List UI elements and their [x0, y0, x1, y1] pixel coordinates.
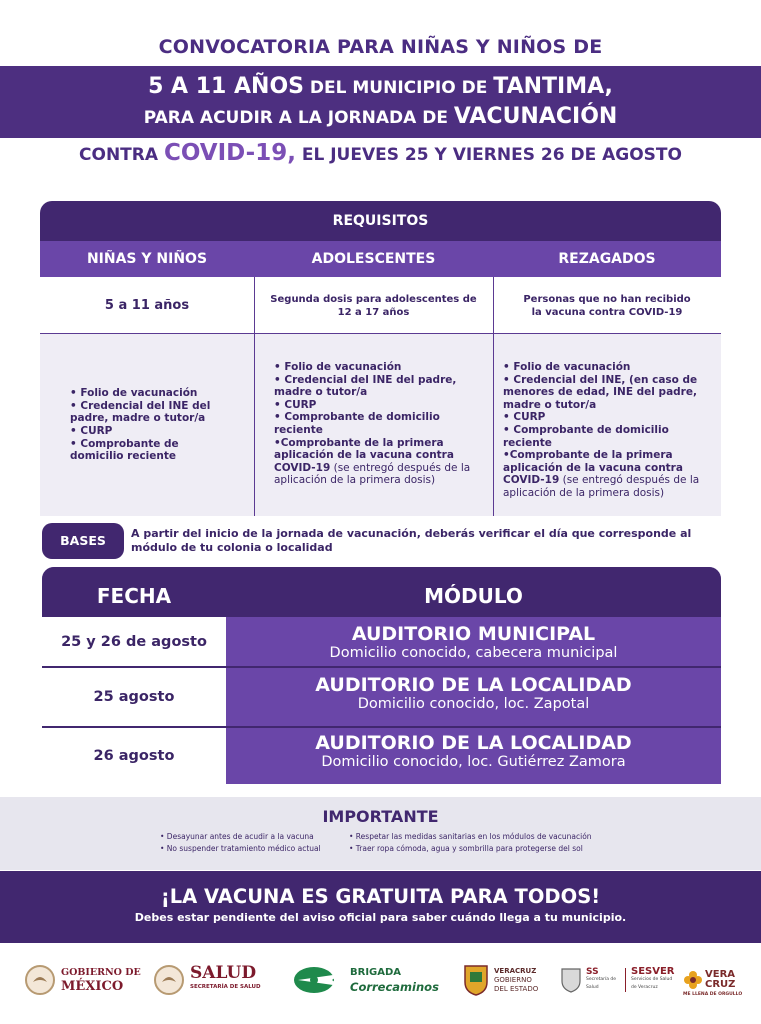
list-item: •Comprobante de la primera aplicación de la vacuna contra COVID-19 (se entregó después de la aplicación de la primera dosis) [274, 436, 471, 487]
vera-tagline: ME LLENA DE ORGULLO [683, 992, 743, 997]
brigada-correcaminos-logo: BRIGADA Correcaminos [292, 962, 439, 998]
requirements-body [40, 334, 721, 516]
module-address: Domicilio conocido, cabecera municipal [329, 645, 618, 661]
requirements-list-adolescentes [254, 334, 493, 516]
table-row [42, 728, 721, 784]
requirements-title: REQUISITOS [40, 201, 721, 241]
list-item: • Comprobante de domicilio reciente [70, 437, 179, 463]
list-item: • Desayunar antes de acudir a la vacuna [160, 832, 314, 841]
list-item: •Comprobante de la primera aplicación de la vacuna contra COVID-19 (se entregó después de la aplicación de la primera dosis) [503, 449, 700, 499]
column-header-modulo: MÓDULO [424, 584, 523, 608]
module-date: 25 agosto [42, 668, 226, 726]
module-place [226, 617, 721, 666]
list-item: • Traer ropa cómoda, agua y sombrilla para protegerse del sol [349, 844, 583, 853]
title-line-1: CONVOCATORIA PARA NIÑAS Y NIÑOS DE [158, 36, 603, 58]
list-item: • Credencial del INE del padre, madre o tutor/a [70, 399, 211, 425]
age-adolescentes: Segunda dosis para adolescentes de 12 a 17 años [270, 293, 477, 318]
age-ninos: 5 a 11 años [104, 298, 190, 313]
divider [254, 277, 255, 516]
free-vaccine-band [0, 871, 761, 943]
list-item: • Credencial del INE, (en caso de menores de edad, INE del padre, madre o tutor/a [503, 373, 698, 411]
title-line-2: 5 A 11 AÑOS DEL MUNICIPIO DE TANTIMA, [148, 74, 613, 99]
free-vaccine-title: ¡LA VACUNA ES GRATUITA PARA TODOS! [160, 885, 601, 908]
veracruz-gobierno-logo: VERACRUZ GOBIERNO DEL ESTADO [463, 962, 538, 998]
module-address: Domicilio conocido, loc. Gutiérrez Zamora [321, 754, 626, 770]
column-header-fecha: FECHA [96, 584, 172, 608]
ss-sesver-logo: SS Secretaría de Salud SESVER Servicios de Salud de Veracruz [560, 965, 675, 995]
free-vaccine-subtitle: Debes estar pendiente del aviso oficial para saber cuándo llega a tu municipio. [134, 911, 627, 924]
module-date: 25 y 26 de agosto [42, 617, 226, 666]
eagle-seal-icon [24, 964, 56, 996]
bases-label: BASES [42, 523, 124, 559]
list-item: • Comprobante de domicilio reciente [503, 423, 669, 449]
list-item: • CURP [274, 398, 317, 411]
list-item: • Credencial del INE del padre, madre o tutor/a [274, 373, 457, 399]
correcaminos-icon [292, 964, 346, 996]
title-line-4: CONTRA COVID-19, EL JUEVES 25 Y VIERNES 26 DE AGOSTO [79, 140, 682, 166]
column-header-rezagados: REZAGADOS [558, 251, 656, 267]
bases-text: A partir del inicio de la jornada de vacunación, deberás verificar el día que corresponde al módulo de tu colonia o localidad [131, 527, 692, 554]
module-place [226, 668, 721, 726]
table-row [42, 617, 721, 666]
modules-header [42, 567, 721, 617]
list-item: • Comprobante de domicilio reciente [274, 411, 440, 436]
module-place [226, 728, 721, 784]
requirements-list-rezagados [493, 334, 721, 516]
important-title: IMPORTANTE [322, 807, 439, 826]
module-address: Domicilio conocido, loc. Zapotal [357, 696, 590, 712]
list-item: • Folio de vacunación [274, 361, 402, 373]
list-item: • CURP [503, 411, 546, 424]
salud-logo: SALUD SECRETARÍA DE SALUD [153, 963, 261, 997]
column-header-ninos: NIÑAS Y NIÑOS [86, 251, 208, 267]
title-line-3: PARA ACUDIR A LA JORNADA DE VACUNACIÓN [143, 104, 618, 129]
eagle-seal-icon [153, 964, 185, 996]
important-section [0, 797, 761, 870]
gobierno-de-mexico-logo: GOBIERNO DE MÉXICO [24, 963, 141, 997]
module-date: 26 agosto [42, 728, 226, 784]
age-rezagados: Personas que no han recibido la vacuna contra COVID-19 [523, 293, 691, 318]
veracruz-orgullo-logo: VERA CRUZ [683, 962, 735, 998]
table-row [42, 668, 721, 726]
requirements-list-ninos [40, 334, 254, 516]
list-item: • Respetar las medidas sanitarias en los módulos de vacunación [349, 832, 592, 841]
modules-table [42, 567, 721, 784]
veracruz-shield-icon [463, 964, 489, 996]
requirements-column-headers [40, 241, 721, 277]
list-item: • CURP [70, 425, 113, 437]
divider [493, 277, 494, 516]
ss-shield-icon [560, 967, 582, 993]
module-name: AUDITORIO DE LA LOCALIDAD [315, 674, 632, 696]
list-item: • No suspender tratamiento médico actual [160, 844, 321, 853]
module-name: AUDITORIO DE LA LOCALIDAD [315, 732, 632, 754]
column-header-adolescentes: ADOLESCENTES [311, 251, 436, 267]
requirements-age-row [40, 277, 721, 334]
module-name: AUDITORIO MUNICIPAL [351, 623, 596, 645]
list-item: • Folio de vacunación [70, 387, 198, 400]
flower-icon [683, 970, 703, 990]
requirements-table [40, 201, 721, 516]
list-item: • Folio de vacunación [503, 361, 631, 373]
title-band [0, 66, 761, 138]
